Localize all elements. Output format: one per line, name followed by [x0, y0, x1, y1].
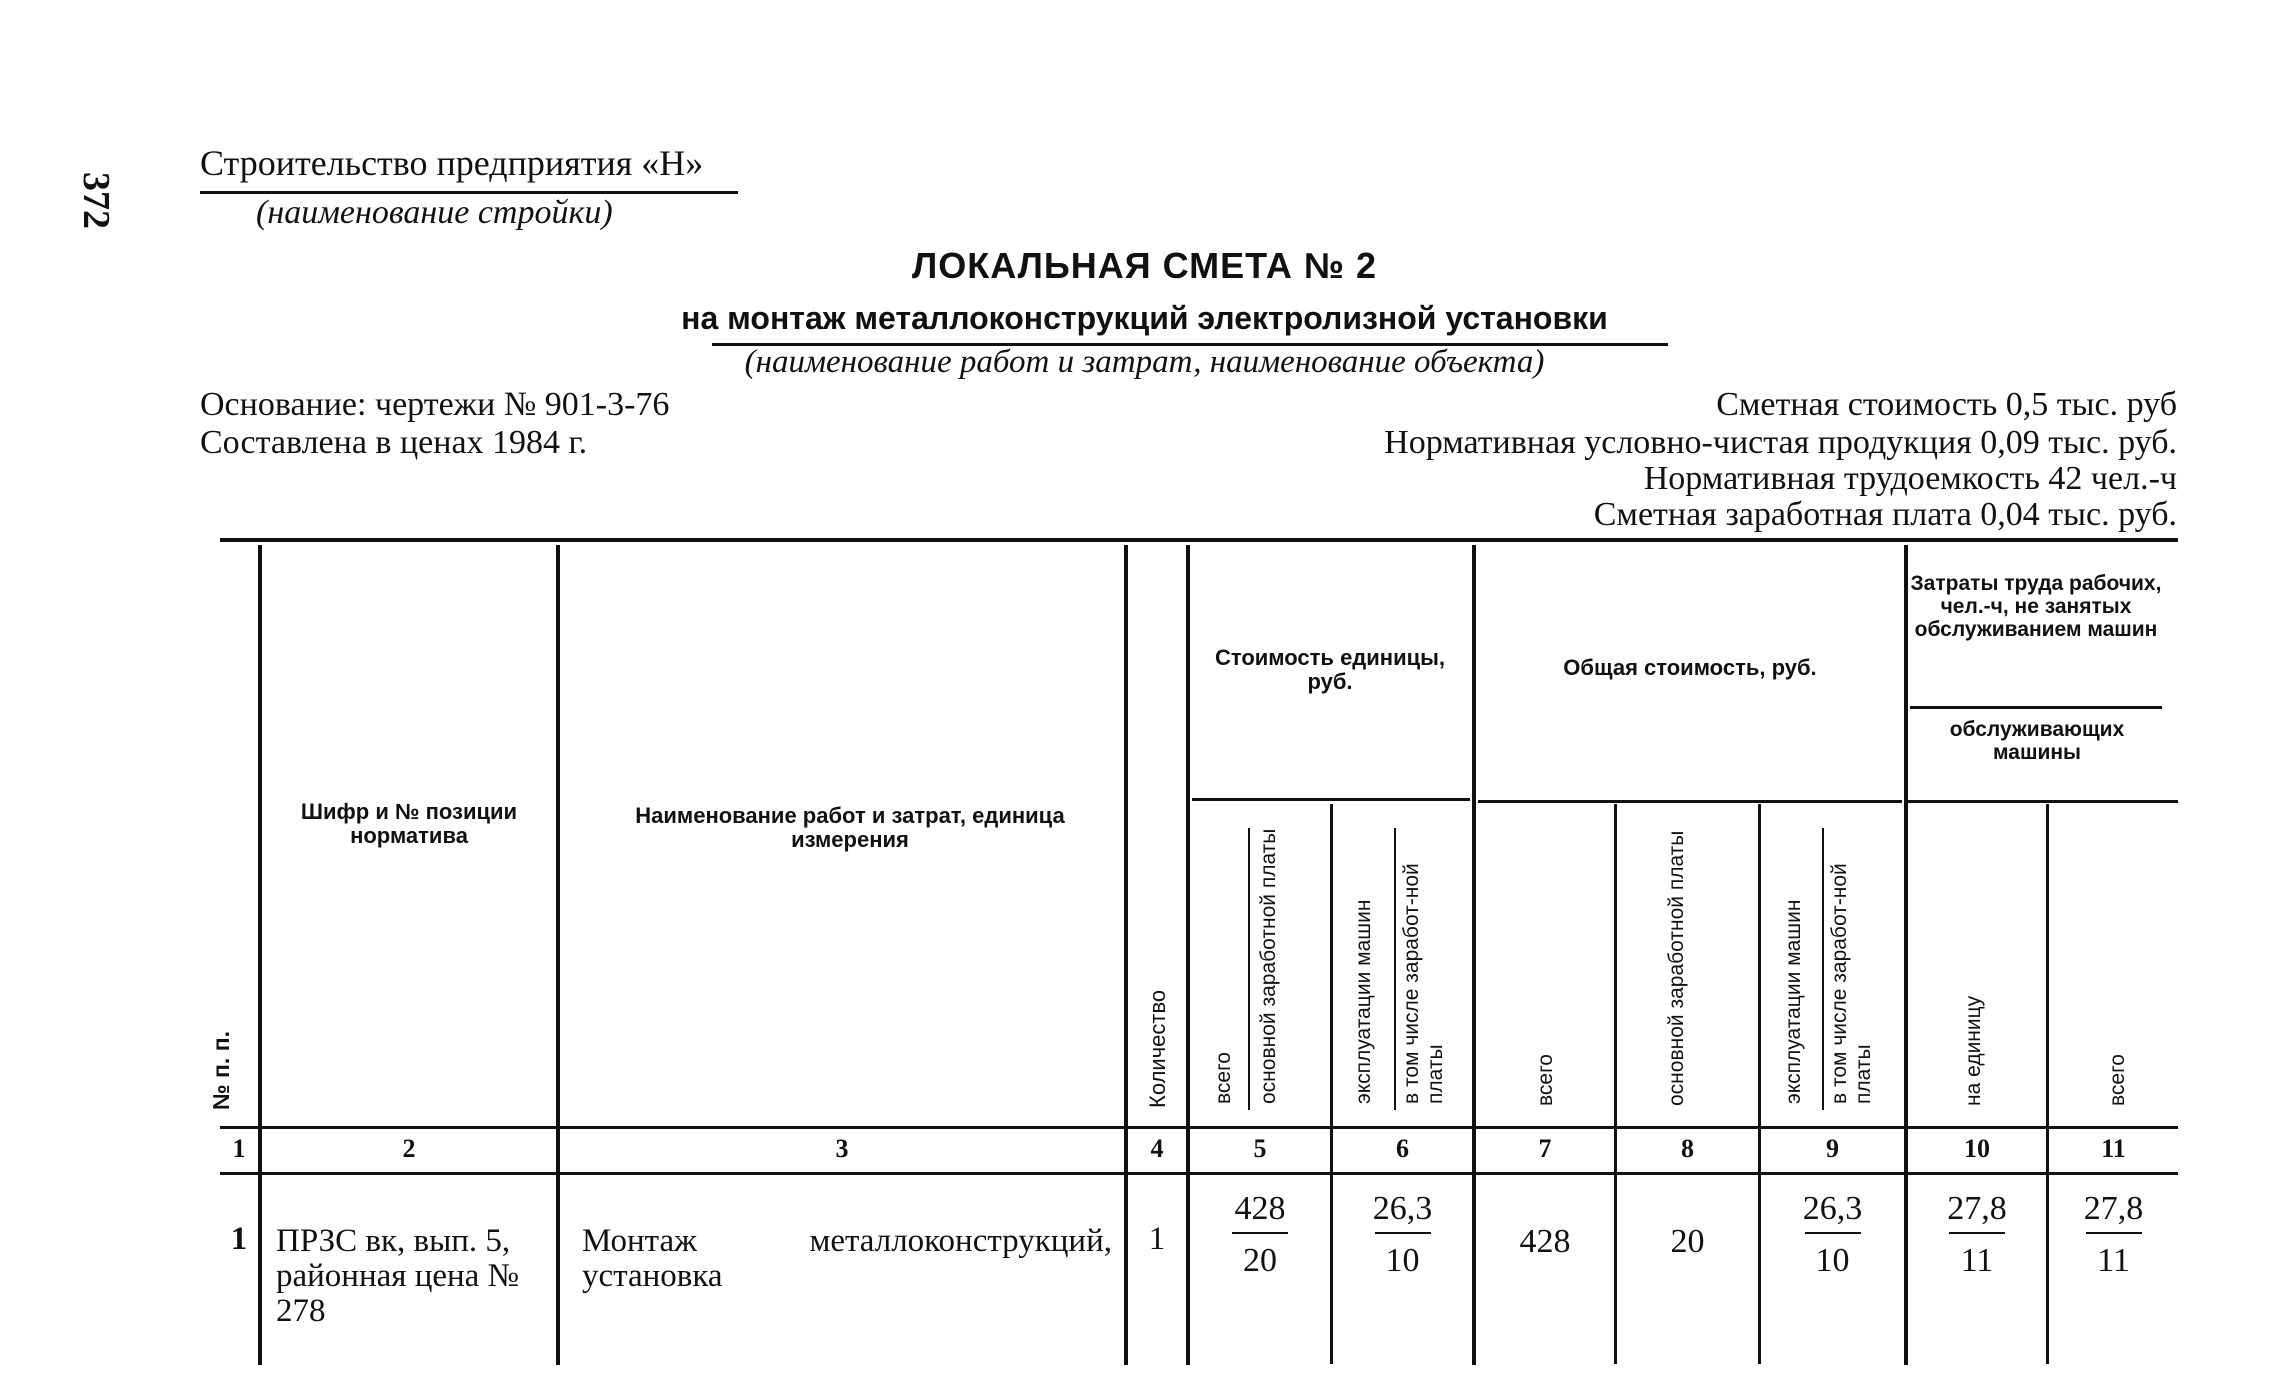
basis-drawings: Основание: чертежи № 901-3-76	[200, 386, 670, 423]
summary-labor: Нормативная трудоемкость 42 чел.-ч	[1643, 460, 2177, 497]
row-code: ПРЗС вк, вып. 5, районная цена № 278	[276, 1223, 520, 1329]
column-number: 10	[1964, 1134, 1990, 1163]
header-col5-wages: основной заработной платы	[1257, 828, 1280, 1104]
header-code: Шифр и № позиции норматива	[300, 799, 518, 848]
construction-caption: (наименование стройки)	[256, 194, 613, 231]
total-cost-divider	[1478, 800, 1902, 803]
header-col6-wages: в том числе заработ-ной платы	[1400, 863, 1447, 1104]
header-col6-machines: эксплуатации машин	[1352, 899, 1375, 1104]
page-number: 372	[75, 172, 117, 229]
unit-cost-divider	[1192, 798, 1470, 801]
row-col7: 428	[1519, 1223, 1571, 1260]
col-line-8	[1758, 804, 1761, 1364]
summary-wages: Сметная заработная плата 0,04 тыс. руб.	[1593, 496, 2177, 533]
header-col11-total: всего	[2106, 1054, 2129, 1106]
column-number: 9	[1826, 1134, 1839, 1163]
row-number: 1	[230, 1221, 248, 1257]
header-col8-wages: основной заработной платы	[1665, 830, 1688, 1106]
row-col8: 20	[1670, 1223, 1705, 1260]
table-top-border	[220, 538, 2178, 542]
construction-name: Строительство предприятия «Н»	[200, 143, 704, 183]
column-number: 4	[1150, 1134, 1164, 1163]
header-bottom-border	[220, 1126, 2178, 1129]
column-number: 5	[1253, 1134, 1267, 1163]
fraction-bar	[2086, 1232, 2142, 1234]
summary-product: Нормативная условно-чистая продукция 0,09 тыс. руб.	[1384, 424, 2177, 461]
column-number: 3	[835, 1134, 849, 1163]
basis-prices: Составлена в ценах 1984 г.	[200, 424, 588, 461]
subtitle-caption: (наименование работ и затрат, наименование объекта)	[744, 344, 1545, 380]
row-col5	[1190, 1190, 1330, 1280]
col-line-7	[1614, 804, 1617, 1364]
column-number: 2	[402, 1134, 416, 1163]
row-quantity: 1	[1148, 1221, 1166, 1257]
col-line-10	[2046, 804, 2049, 1364]
col5-wages-value: 20	[1243, 1242, 1277, 1279]
header-quantity: Количество	[1145, 989, 1170, 1108]
header-unit-cost: Стоимость единицы, руб.	[1214, 645, 1446, 694]
col9-inner-line	[1822, 828, 1824, 1110]
row-col9	[1761, 1190, 1904, 1280]
header-col9-machines: эксплуатации машин	[1782, 899, 1805, 1104]
col10-bottom-value: 11	[1960, 1242, 1994, 1279]
fraction-bar	[1949, 1232, 2005, 1234]
estimate-subtitle: на монтаж металлоконструкций электролизной установки	[681, 300, 1608, 336]
col6-wages-value: 10	[1385, 1242, 1420, 1279]
fraction-bar	[1232, 1232, 1288, 1234]
header-col7-total: всего	[1534, 1054, 1557, 1106]
header-labor-sub: обслуживающих машины	[1949, 718, 2125, 764]
column-number: 1	[232, 1134, 246, 1163]
col-line-1	[258, 545, 262, 1365]
estimate-title: ЛОКАЛЬНАЯ СМЕТА № 2	[911, 245, 1378, 286]
col5-inner-line	[1248, 828, 1250, 1110]
col-line-5	[1330, 804, 1333, 1364]
fraction-bar	[1805, 1232, 1861, 1234]
row-work-name: Монтаж металлоконструкций, установка	[582, 1223, 1112, 1294]
column-number: 7	[1538, 1134, 1552, 1163]
col9-machines-value: 26,3	[1802, 1190, 1863, 1227]
header-labor: Затраты труда рабочих, чел.-ч, не занятых обслуживанием машин	[1910, 572, 2162, 641]
header-total-cost: Общая стоимость, руб.	[1563, 655, 1817, 680]
row-col10	[1908, 1190, 2046, 1280]
column-number: 11	[2101, 1134, 2126, 1163]
col11-top-value: 27,8	[2083, 1190, 2144, 1227]
labor-mid-divider	[1910, 706, 2162, 709]
header-col10-per-unit: на единицу	[1962, 995, 1985, 1106]
col5-total-value: 428	[1234, 1190, 1286, 1227]
col6-machines-value: 26,3	[1372, 1190, 1433, 1227]
column-numbers-border	[220, 1172, 2178, 1175]
fraction-bar	[1375, 1232, 1431, 1234]
col10-top-value: 27,8	[1947, 1190, 2007, 1227]
header-row-number: № п. п.	[208, 1031, 234, 1110]
summary-cost: Сметная стоимость 0,5 тыс. руб	[1716, 386, 2177, 423]
column-number: 6	[1396, 1134, 1409, 1163]
column-number: 8	[1681, 1134, 1694, 1163]
col-line-2	[556, 545, 560, 1365]
header-work-name: Наименование работ и затрат, единица измерения	[635, 803, 1065, 852]
col11-bottom-value: 11	[2097, 1242, 2130, 1279]
labor-divider	[1908, 800, 2178, 803]
header-col9-wages: в том числе заработ-ной платы	[1828, 863, 1875, 1104]
header-col5-total: всего	[1212, 1052, 1235, 1104]
col9-wages-value: 10	[1815, 1242, 1850, 1279]
col6-inner-line	[1394, 828, 1396, 1110]
row-col11	[2049, 1190, 2178, 1280]
row-col6	[1333, 1190, 1472, 1280]
